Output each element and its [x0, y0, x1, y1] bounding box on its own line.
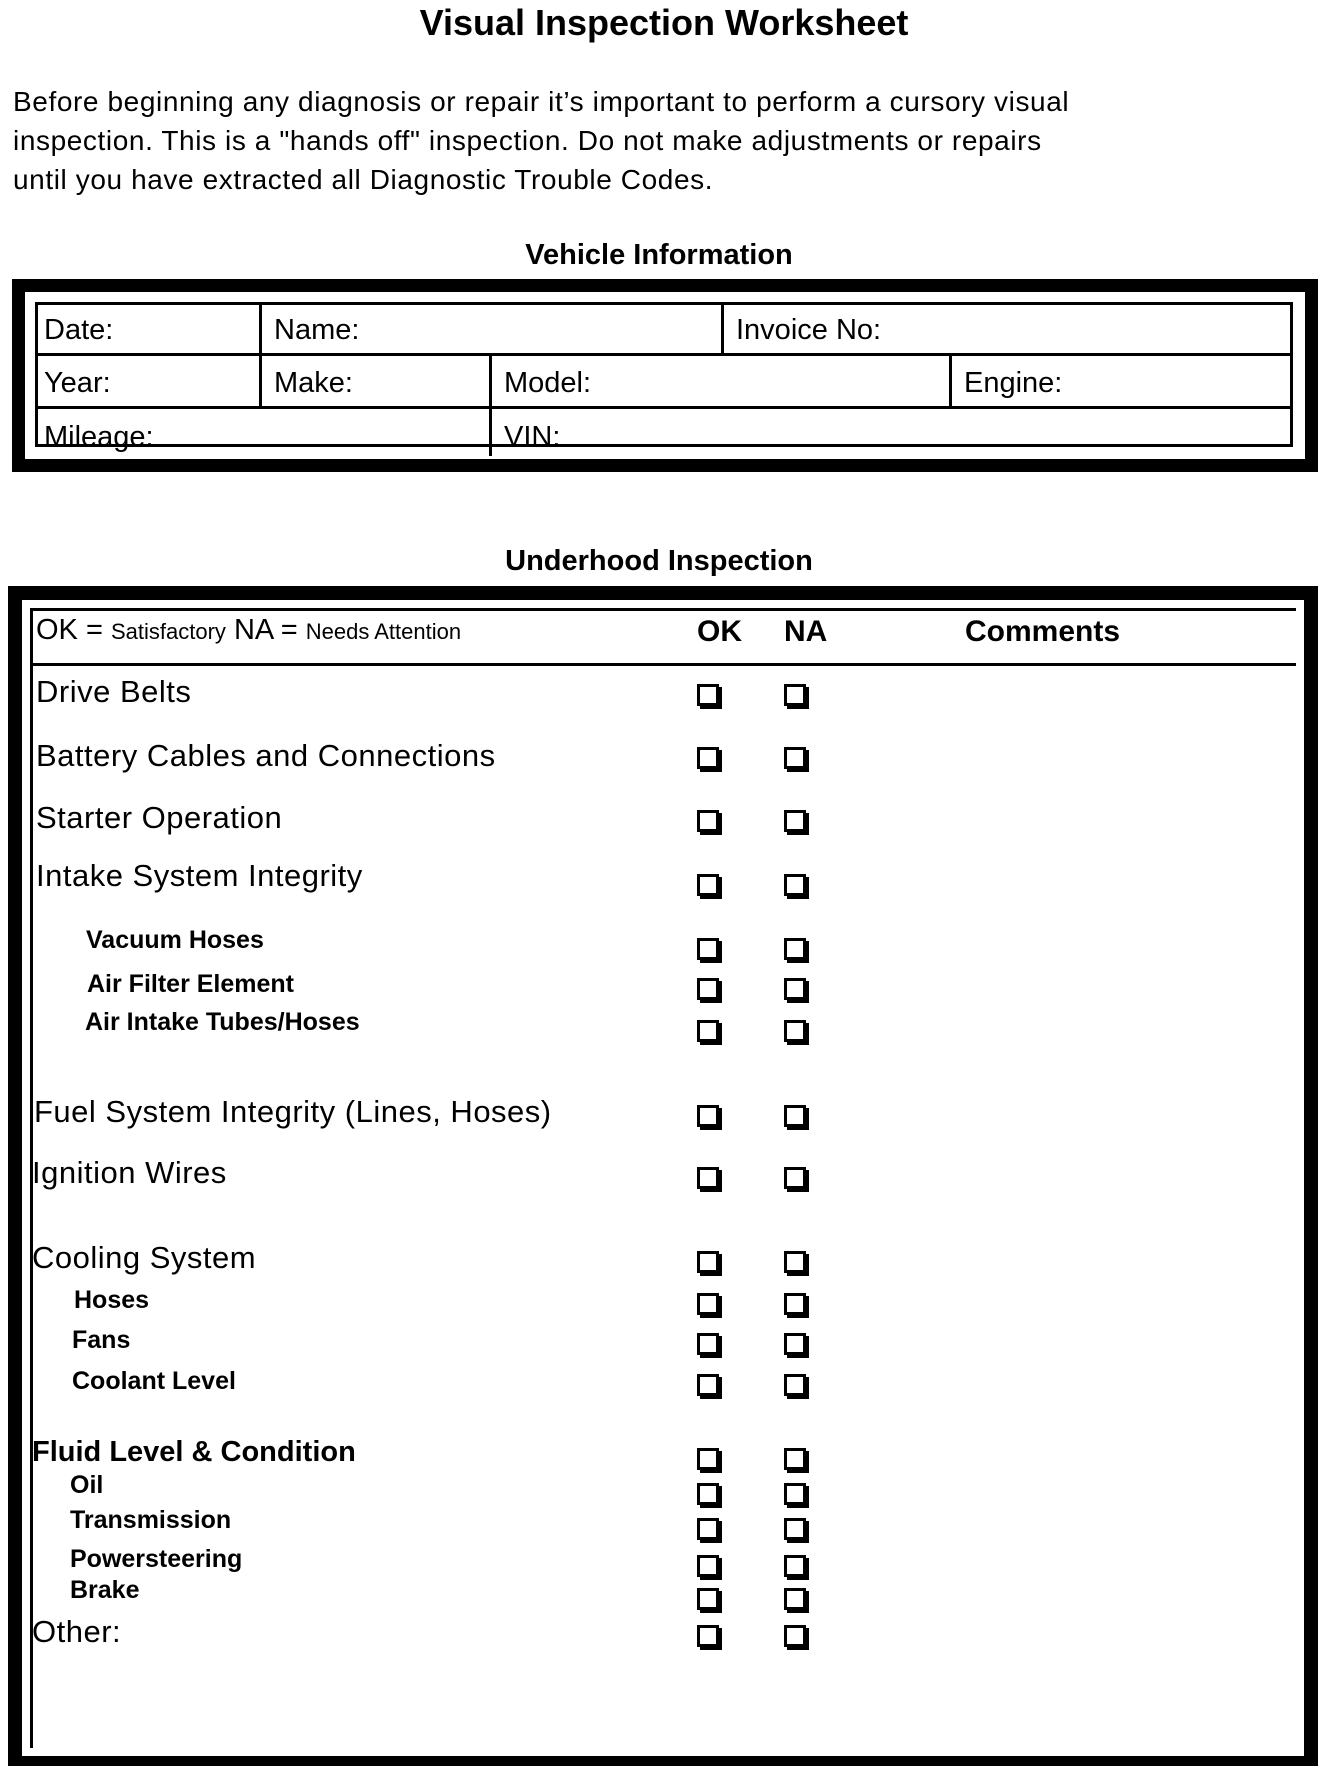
- ok-column-header: OK: [697, 615, 742, 648]
- invoice-number-field[interactable]: Invoice No:: [736, 314, 882, 346]
- item-drive-belts: Drive Belts: [36, 674, 192, 709]
- status-legend: [36, 614, 461, 647]
- item-cooling-system: Cooling System: [32, 1240, 257, 1275]
- intro-line: until you have extracted all Diagnostic Trouble Codes.: [13, 164, 714, 195]
- cooling-system-ok-checkbox[interactable]: [697, 1251, 719, 1273]
- item-starter-operation: Starter Operation: [36, 800, 283, 835]
- fluid-level-ok-checkbox[interactable]: [697, 1448, 719, 1470]
- legend-ok-abbr: OK: [36, 614, 78, 646]
- other-na-checkbox[interactable]: [784, 1625, 806, 1647]
- cooling-system-na-checkbox[interactable]: [784, 1251, 806, 1273]
- item-vacuum-hoses: Vacuum Hoses: [86, 926, 264, 954]
- powersteering-ok-checkbox[interactable]: [697, 1555, 719, 1577]
- starter-operation-na-checkbox[interactable]: [784, 810, 806, 832]
- item-battery-cables: Battery Cables and Connections: [36, 738, 496, 773]
- fans-ok-checkbox[interactable]: [697, 1333, 719, 1355]
- drive-belts-na-checkbox[interactable]: [784, 684, 806, 706]
- ignition-wires-ok-checkbox[interactable]: [697, 1167, 719, 1189]
- drive-belts-ok-checkbox[interactable]: [697, 684, 719, 706]
- oil-na-checkbox[interactable]: [784, 1483, 806, 1505]
- air-filter-na-checkbox[interactable]: [784, 978, 806, 1000]
- air-filter-ok-checkbox[interactable]: [697, 978, 719, 1000]
- engine-field[interactable]: Engine:: [964, 367, 1063, 399]
- vacuum-hoses-na-checkbox[interactable]: [784, 938, 806, 960]
- fuel-system-na-checkbox[interactable]: [784, 1105, 806, 1127]
- name-field[interactable]: Name:: [274, 314, 360, 346]
- powersteering-na-checkbox[interactable]: [784, 1555, 806, 1577]
- na-column-header: NA: [784, 615, 828, 648]
- fuel-system-ok-checkbox[interactable]: [697, 1105, 719, 1127]
- fans-na-checkbox[interactable]: [784, 1333, 806, 1355]
- coolant-level-na-checkbox[interactable]: [784, 1374, 806, 1396]
- ignition-wires-na-checkbox[interactable]: [784, 1167, 806, 1189]
- make-field[interactable]: Make:: [274, 367, 353, 399]
- legend-na-text: Needs Attention: [305, 619, 462, 644]
- comments-column-header: Comments: [965, 615, 1121, 648]
- legend-ok-equals: =: [85, 614, 103, 646]
- item-fluid-level: Fluid Level & Condition: [32, 1436, 356, 1468]
- vehicle-information-heading: Vehicle Information: [525, 239, 793, 271]
- legend-ok-text: Satisfactory: [110, 619, 226, 644]
- air-intake-tubes-ok-checkbox[interactable]: [697, 1020, 719, 1042]
- item-fans: Fans: [72, 1326, 131, 1354]
- intro-line: inspection. This is a "hands off" inspection. Do not make adjustments or repairs: [13, 125, 1042, 156]
- intake-system-ok-checkbox[interactable]: [697, 874, 719, 896]
- model-field[interactable]: Model:: [504, 367, 592, 399]
- starter-operation-ok-checkbox[interactable]: [697, 810, 719, 832]
- date-field[interactable]: Date:: [44, 314, 114, 346]
- item-transmission: Transmission: [70, 1506, 232, 1534]
- item-coolant-level: Coolant Level: [72, 1367, 236, 1395]
- legend-na-abbr: NA: [233, 614, 273, 646]
- coolant-level-ok-checkbox[interactable]: [697, 1374, 719, 1396]
- item-other: Other:: [32, 1614, 122, 1649]
- item-air-filter: Air Filter Element: [87, 970, 294, 998]
- cooling-hoses-ok-checkbox[interactable]: [697, 1293, 719, 1315]
- other-ok-checkbox[interactable]: [697, 1625, 719, 1647]
- underhood-inspection-table: [8, 586, 1318, 1766]
- intake-system-na-checkbox[interactable]: [784, 874, 806, 896]
- oil-ok-checkbox[interactable]: [697, 1483, 719, 1505]
- fluid-level-na-checkbox[interactable]: [784, 1448, 806, 1470]
- underhood-inspection-heading: Underhood Inspection: [505, 545, 813, 577]
- vehicle-information-table: [12, 279, 1318, 472]
- item-powersteering: Powersteering: [70, 1545, 243, 1573]
- item-ignition-wires: Ignition Wires: [32, 1155, 227, 1190]
- brake-ok-checkbox[interactable]: [697, 1588, 719, 1610]
- year-field[interactable]: Year:: [44, 367, 111, 399]
- vacuum-hoses-ok-checkbox[interactable]: [697, 938, 719, 960]
- intro-paragraph: [13, 82, 1313, 199]
- intro-line: Before beginning any diagnosis or repair it’s important to perform a cursory visual: [13, 86, 1070, 117]
- item-fuel-system: Fuel System Integrity (Lines, Hoses): [34, 1094, 552, 1129]
- item-oil: Oil: [70, 1471, 104, 1499]
- battery-cables-na-checkbox[interactable]: [784, 747, 806, 769]
- transmission-na-checkbox[interactable]: [784, 1518, 806, 1540]
- item-air-intake-tubes: Air Intake Tubes/Hoses: [85, 1008, 360, 1036]
- item-cooling-hoses: Hoses: [74, 1286, 150, 1314]
- mileage-field[interactable]: Mileage:: [44, 421, 154, 453]
- battery-cables-ok-checkbox[interactable]: [697, 747, 719, 769]
- vin-field[interactable]: VIN:: [504, 421, 561, 453]
- page-title: Visual Inspection Worksheet: [419, 2, 909, 43]
- legend-na-equals: =: [280, 614, 298, 646]
- transmission-ok-checkbox[interactable]: [697, 1518, 719, 1540]
- item-brake: Brake: [70, 1576, 140, 1604]
- brake-na-checkbox[interactable]: [784, 1588, 806, 1610]
- item-intake-system: Intake System Integrity: [36, 858, 363, 893]
- air-intake-tubes-na-checkbox[interactable]: [784, 1020, 806, 1042]
- cooling-hoses-na-checkbox[interactable]: [784, 1293, 806, 1315]
